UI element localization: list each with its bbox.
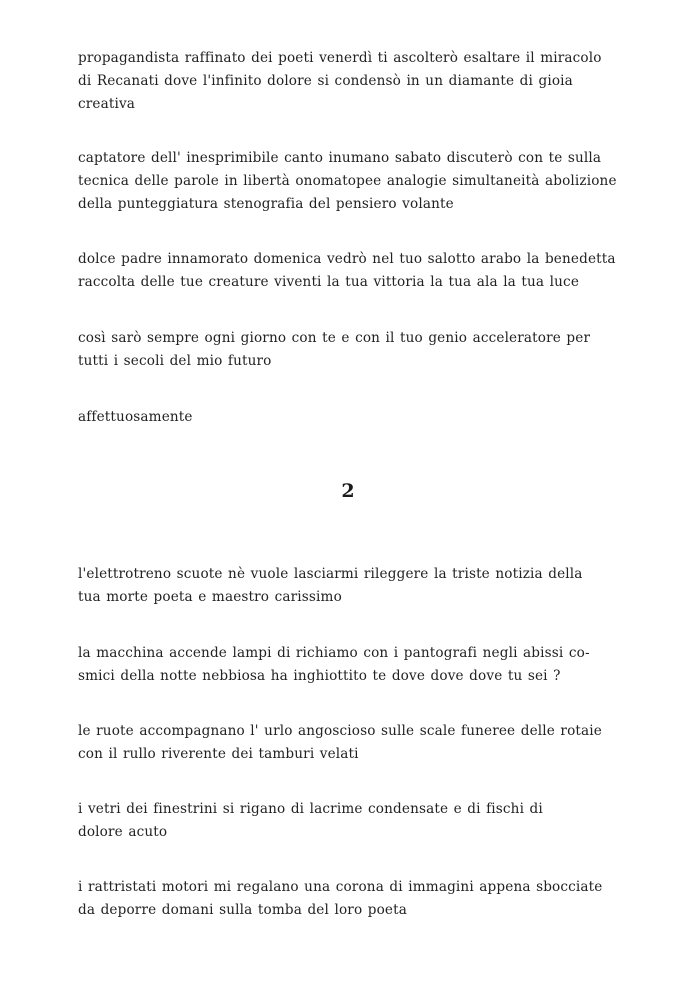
paragraph-2: [78, 147, 618, 216]
paragraph-line: propagandista raffinato dei poeti venerdì ti ascolterò esaltare il miracolo: [78, 50, 602, 66]
paragraph-line: tecnica delle parole in libertà onomatopee analogie simultaneità abolizione: [78, 173, 617, 189]
paragraph-6: [78, 642, 618, 688]
section-number: 2: [341, 480, 355, 502]
paragraph-line: i rattristati motori mi regalano una corona di immagini appena sbocciate: [78, 879, 603, 895]
paragraph-7: [78, 720, 618, 766]
paragraph-1: [78, 47, 618, 116]
paragraph-line: di Recanati dove l'infinito dolore si condensò in un diamante di gioia: [78, 73, 573, 89]
paragraph-line: da deporre domani sulla tomba del loro poeta: [78, 902, 407, 918]
paragraph-line: della punteggiatura stenografia del pensiero volante: [78, 196, 454, 212]
paragraph-line: con il rullo riverente dei tamburi velati: [78, 746, 359, 762]
paragraph-5: [78, 563, 618, 609]
paragraph-line: affettuosamente: [78, 409, 193, 425]
paragraph-line: tutti i secoli del mio futuro: [78, 353, 272, 369]
paragraph-line: l'elettrotreno scuote nè vuole lasciarmi rileggere la triste notizia della: [78, 566, 583, 582]
paragraph-line: dolce padre innamorato domenica vedrò nel tuo salotto arabo la benedetta: [78, 251, 616, 267]
paragraph-line: la macchina accende lampi di richiamo con i pantografi negli abissi co-: [78, 645, 590, 661]
paragraph-line: raccolta delle tue creature viventi la tua vittoria la tua ala la tua luce: [78, 274, 580, 290]
paragraph-line: smici della notte nebbiosa ha inghiottito te dove dove dove tu sei ?: [78, 668, 561, 684]
paragraph-line: le ruote accompagnano l' urlo angoscioso sulle scale funeree delle rotaie: [78, 723, 602, 739]
closing-salutation: [78, 406, 618, 429]
paragraph-9: [78, 876, 618, 922]
paragraph-4: [78, 327, 618, 373]
paragraph-line: creativa: [78, 96, 136, 112]
paragraph-line: tua morte poeta e maestro carissimo: [78, 589, 342, 605]
paragraph-8: [78, 798, 618, 844]
paragraph-line: dolore acuto: [78, 824, 168, 840]
paragraph-line: captatore dell' inesprimibile canto inumano sabato discuterò con te sulla: [78, 150, 602, 166]
paragraph-line: i vetri dei finestrini si rigano di lacrime condensate e di fischi di: [78, 801, 543, 817]
paragraph-line: così sarò sempre ogni giorno con te e con il tuo genio acceleratore per: [78, 330, 591, 346]
paragraph-3: [78, 248, 618, 294]
